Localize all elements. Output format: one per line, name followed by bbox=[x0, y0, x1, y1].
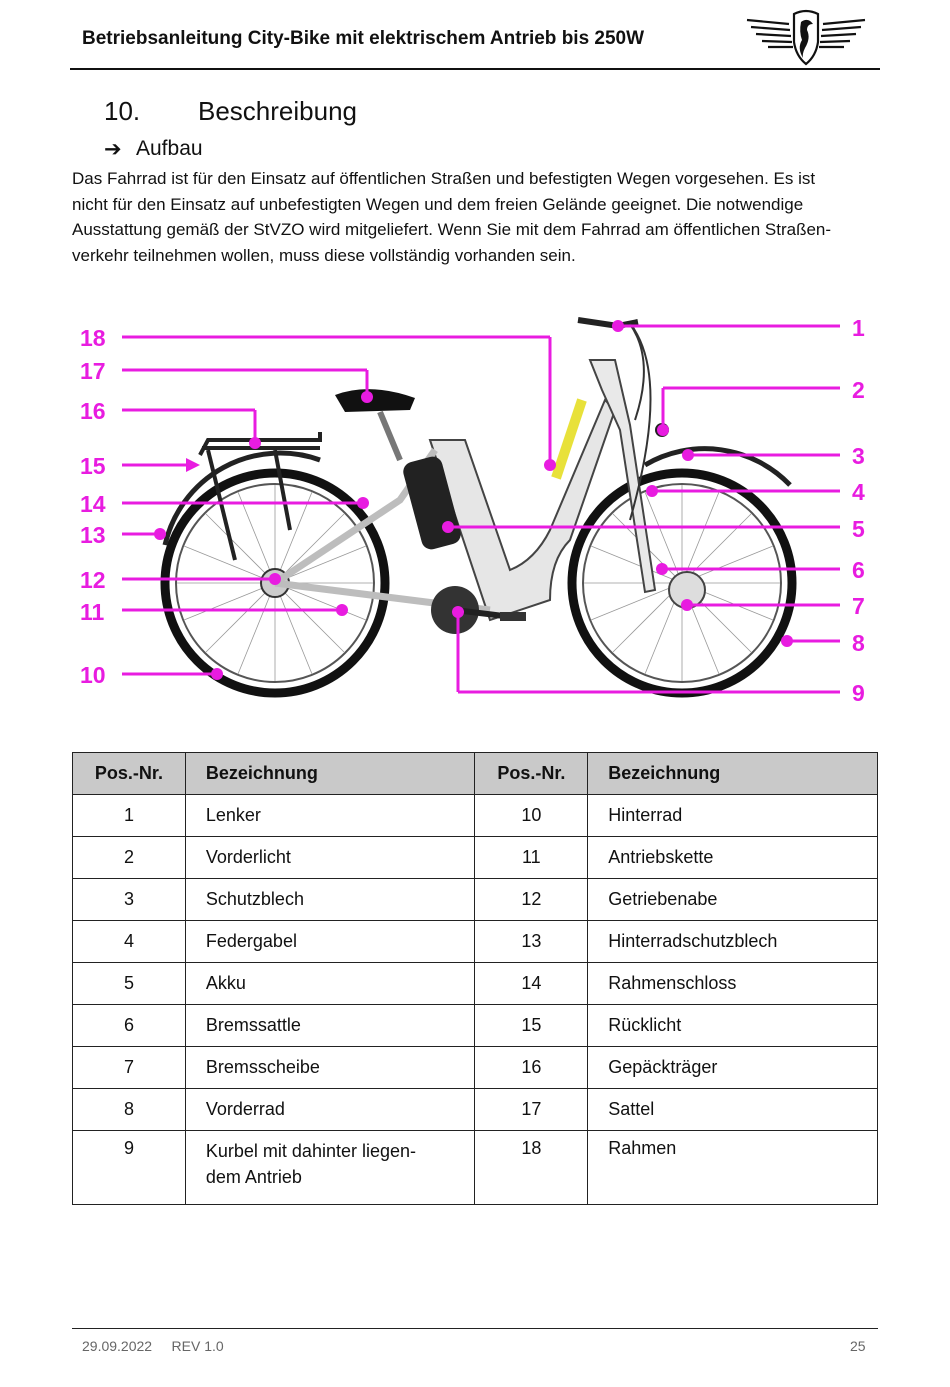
table-cell: 5 bbox=[73, 963, 186, 1005]
callout-label: 1 bbox=[852, 315, 865, 341]
table-cell: 12 bbox=[475, 879, 588, 921]
intro-line: Ausstattung gemäß der StVZO wird mitgeliefert. Wenn Sie mit dem Fahrrad am öffentlichen Straßen- bbox=[72, 220, 832, 239]
callout-label: 17 bbox=[80, 358, 106, 384]
callout-label: 11 bbox=[80, 599, 105, 625]
column-header: Bezeichnung bbox=[185, 753, 475, 795]
table-cell: Akku bbox=[185, 963, 475, 1005]
intro-line: nicht für den Einsatz auf unbefestigten Wegen und dem freien Gelände geeignet. Die notwendige bbox=[72, 194, 804, 214]
page-number: 25 bbox=[850, 1338, 866, 1354]
callout-label: 5 bbox=[852, 516, 865, 542]
table-row bbox=[73, 795, 878, 837]
footer-date-revision: 29.09.2022 REV 1.0 bbox=[82, 1338, 224, 1354]
table-cell: 11 bbox=[475, 837, 588, 879]
table-cell: Hinterrad bbox=[588, 795, 878, 837]
callout-label: 4 bbox=[852, 479, 865, 505]
table-cell: Schutzblech bbox=[185, 879, 475, 921]
table-cell: Getriebenabe bbox=[588, 879, 878, 921]
table-cell: Rücklicht bbox=[588, 1005, 878, 1047]
table-cell: Vorderlicht bbox=[185, 837, 475, 879]
intro-line: Das Fahrrad ist für den Einsatz auf öffentlichen Straßen und befestigten Wegen vorgesehen. Es ist bbox=[72, 169, 816, 188]
table-cell: Hinterradschutzblech bbox=[588, 921, 878, 963]
table-cell: Federgabel bbox=[185, 921, 475, 963]
column-header: Bezeichnung bbox=[588, 753, 878, 795]
table-cell: 9 bbox=[73, 1131, 186, 1205]
callout-label: 10 bbox=[80, 662, 106, 688]
table-cell: Vorderrad bbox=[185, 1089, 475, 1131]
callout-label: 15 bbox=[80, 453, 106, 479]
table-cell: Lenker bbox=[185, 795, 475, 837]
table-cell: 8 bbox=[73, 1089, 186, 1131]
table-cell: 3 bbox=[73, 879, 186, 921]
callout-label: 8 bbox=[852, 630, 865, 656]
table-cell: 16 bbox=[475, 1047, 588, 1089]
table-row bbox=[73, 1005, 878, 1047]
eagle-emblem-logo bbox=[745, 8, 867, 66]
table-cell: Gepäckträger bbox=[588, 1047, 878, 1089]
table-cell: Kurbel mit dahinter liegen- dem Antrieb bbox=[185, 1131, 475, 1205]
callout-label: 3 bbox=[852, 443, 865, 469]
table-cell: 14 bbox=[475, 963, 588, 1005]
subsection-title: Aufbau bbox=[136, 137, 203, 160]
front-wheel bbox=[572, 473, 792, 693]
ebike-diagram bbox=[70, 300, 882, 718]
table-cell: 4 bbox=[73, 921, 186, 963]
arrow-right-icon: ➔ bbox=[104, 138, 122, 161]
column-header: Pos.-Nr. bbox=[475, 753, 588, 795]
table-cell: 13 bbox=[475, 921, 588, 963]
column-header: Pos.-Nr. bbox=[73, 753, 186, 795]
section-number: 10. bbox=[104, 96, 141, 126]
header-divider bbox=[70, 68, 880, 70]
document-header-title: Betriebsanleitung City-Bike mit elektrischem Antrieb bis 250W bbox=[82, 28, 645, 49]
table-row bbox=[73, 1131, 878, 1205]
saddle bbox=[335, 389, 415, 412]
table-cell: Rahmenschloss bbox=[588, 963, 878, 1005]
footer-divider bbox=[72, 1328, 878, 1329]
intro-paragraph bbox=[72, 166, 882, 268]
callout-label: 2 bbox=[852, 377, 865, 403]
callout-label: 13 bbox=[80, 522, 106, 548]
table-row bbox=[73, 879, 878, 921]
table-cell: 7 bbox=[73, 1047, 186, 1089]
callout-label: 18 bbox=[80, 325, 106, 351]
table-row bbox=[73, 963, 878, 1005]
table-row bbox=[73, 1089, 878, 1131]
table-cell: Bremssattle bbox=[185, 1005, 475, 1047]
callout-label: 16 bbox=[80, 398, 106, 424]
parts-table bbox=[72, 752, 878, 1205]
table-cell: 1 bbox=[73, 795, 186, 837]
callout-label: 7 bbox=[852, 593, 865, 619]
table-cell: Bremsscheibe bbox=[185, 1047, 475, 1089]
table-cell: Antriebskette bbox=[588, 837, 878, 879]
callout-label: 12 bbox=[80, 567, 106, 593]
table-cell: 6 bbox=[73, 1005, 186, 1047]
callout-label: 14 bbox=[80, 491, 106, 517]
table-row bbox=[73, 921, 878, 963]
bike-frame bbox=[275, 360, 655, 634]
table-cell: Rahmen bbox=[588, 1131, 878, 1205]
table-row bbox=[73, 837, 878, 879]
luggage-rack bbox=[200, 432, 320, 560]
section-title: Beschreibung bbox=[198, 96, 357, 126]
table-cell: Sattel bbox=[588, 1089, 878, 1131]
table-row bbox=[73, 1047, 878, 1089]
intro-line: verkehr teilnehmen wollen, muss diese vollständig vorhanden sein. bbox=[72, 245, 576, 265]
callout-label: 6 bbox=[852, 557, 865, 583]
callout-label: 9 bbox=[852, 680, 865, 706]
table-cell: 15 bbox=[475, 1005, 588, 1047]
table-cell: 10 bbox=[475, 795, 588, 837]
table-cell: 18 bbox=[475, 1131, 588, 1205]
table-cell: 2 bbox=[73, 837, 186, 879]
table-header-row bbox=[73, 753, 878, 795]
table-cell: 17 bbox=[475, 1089, 588, 1131]
